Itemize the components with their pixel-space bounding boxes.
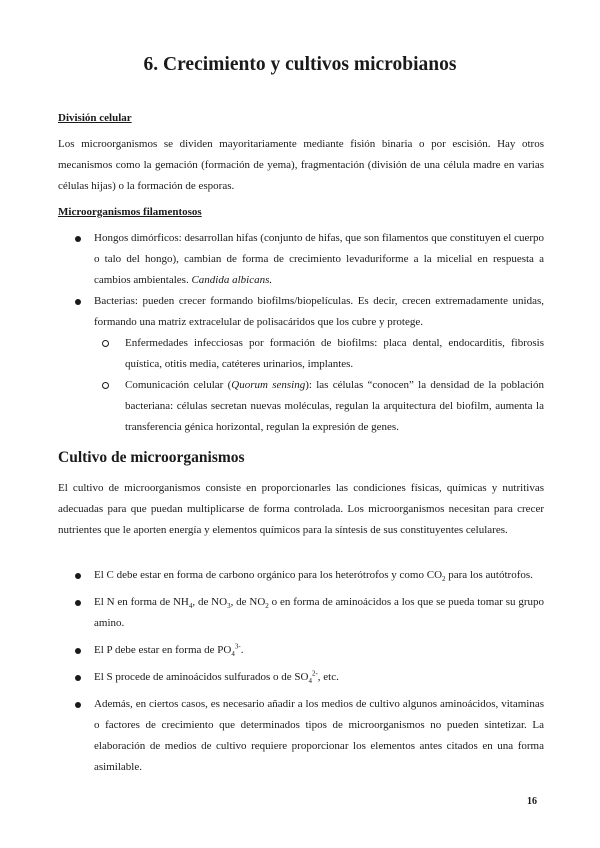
bullet-icon <box>75 648 81 654</box>
superscript: 2- <box>311 669 318 678</box>
list-item-carbono <box>75 565 544 586</box>
subscript: 2 <box>442 575 446 584</box>
list-item-bacterias <box>75 291 544 438</box>
nutrientes-list <box>75 565 544 778</box>
list-item-text: o en forma de aminoácidos a los que se pueda tomar su grupo amino. <box>94 596 545 629</box>
bullet-icon <box>75 702 81 708</box>
list-item-text: El P debe estar en forma de PO <box>94 644 232 656</box>
cultivo-paragraph: El cultivo de microorganismos consiste en proporcionarles las condiciones físicas, químicas y nutritivas adecuadas para que puedan multiplicarse de forma controlada. Los microorganismos necesitan para crecer nutrientes que le aporten energía y elementos químicos para la síntesis de sus constituyentes celulares. <box>58 482 544 536</box>
subscript: 4 <box>188 602 193 611</box>
list-item-text: , de NO <box>230 596 266 608</box>
division-celular-heading: División celular <box>58 112 132 124</box>
list-item-text: . <box>240 644 244 656</box>
sublist-item-text: Enfermedades infecciosas por formación de biofilms: placa dental, endocarditis, fibrosis quística, otitis media, catéteres urinarios, implantes. <box>125 337 544 370</box>
list-item-text: Además, en ciertos casos, es necesario añadir a los medios de cultivo algunos aminoácidos, vitaminas o factores de crecimiento que determinados tipos de microorganismos no pueden sintetizar. La elaboración de medios de cultivo requiere proporcionar los elementos antes citados en una forma asimilable. <box>94 698 544 773</box>
bullet-icon <box>75 299 81 305</box>
subscript: 4 <box>308 677 312 686</box>
division-celular-paragraph: Los microorganismos se dividen mayoritariamente mediante fisión binaria o por escisión. Hay otros mecanismos como la gemación (formación de yema), fragmentación (división de una célula madre en varias células hijas) o la formación de esporas. <box>58 138 544 192</box>
list-item-text: El N en forma de NH <box>94 596 189 608</box>
subscript: 3 <box>227 602 231 611</box>
bullet-icon <box>75 600 81 606</box>
sublist-item-enfermedades <box>102 333 544 375</box>
list-item-text: Hongos dimórficos: desarrollan hifas (conjunto de hifas, que son filamentos que constituyen el cuerpo o talo del hongo), cambian de forma de crecimiento levaduriforme a la micelial en respuesta a cambios ambientales. <box>94 232 544 286</box>
list-item-text: Bacterias: pueden crecer formando biofilms/biopelículas. Es decir, crecen extremadamente unidas, formando una matriz extracelular de polisacáridos que los cubre y protege. <box>94 295 544 328</box>
list-item-nitrogeno <box>75 592 544 634</box>
species-name: Candida albicans. <box>191 274 273 286</box>
superscript: 3- <box>234 642 241 651</box>
quorum-sensing-term: Quorum sensing <box>231 379 306 391</box>
subscript: 2 <box>265 602 269 611</box>
filamentosos-list <box>75 228 544 438</box>
list-item-hongos <box>75 228 544 291</box>
bullet-icon <box>75 573 81 579</box>
list-item-text: para los autótrofos. <box>445 569 533 581</box>
sublist-item-text: ): las células “conocen” la densidad de la población bacteriana: células secretan nuevas moléculas, regulan la arquitectura del biofilm, aumenta la transferencia génica horizontal, regulan la expresión de genes. <box>125 379 544 433</box>
subscript: 4 <box>231 650 235 659</box>
list-item-azufre <box>75 667 544 688</box>
sublist-item-comunicacion <box>102 375 544 438</box>
list-item-text: , etc. <box>317 671 339 683</box>
page-number: 16 <box>527 796 537 807</box>
list-item-text: , de NO <box>192 596 228 608</box>
list-item-ademas <box>75 694 544 778</box>
cultivo-heading: Cultivo de microorganismos <box>58 449 245 466</box>
sublist-item-text: Comunicación celular ( <box>125 379 232 391</box>
bullet-icon <box>75 236 81 242</box>
hollow-bullet-icon <box>102 382 109 389</box>
bacterias-sublist <box>94 333 544 438</box>
page-title: 6. Crecimiento y cultivos microbianos <box>143 54 457 75</box>
bullet-icon <box>75 675 81 681</box>
filamentosos-heading: Microorganismos filamentosos <box>58 206 202 218</box>
list-item-text: El S procede de aminoácidos sulfurados o de SO <box>94 671 309 683</box>
list-item-text: El C debe estar en forma de carbono orgánico para los heterótrofos y como CO <box>94 569 443 581</box>
hollow-bullet-icon <box>102 340 109 347</box>
list-item-fosforo <box>75 640 544 661</box>
